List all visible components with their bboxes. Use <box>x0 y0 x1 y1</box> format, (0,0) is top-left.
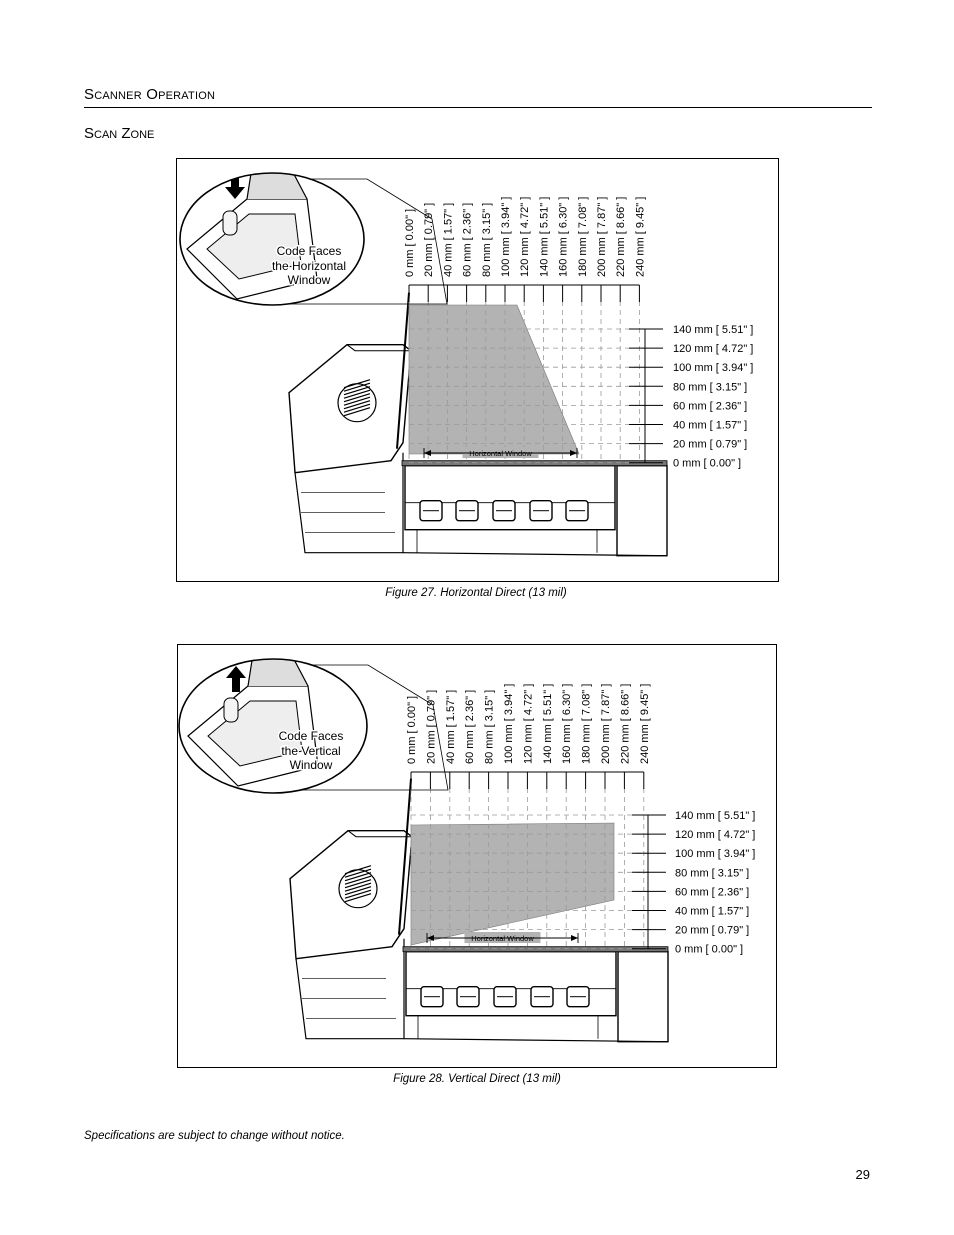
header-rule <box>84 107 872 108</box>
y-tick-label: 0 mm [ 0.00" ] <box>673 457 742 470</box>
x-tick-label: 0 mm [ 0.00" ] <box>404 208 416 277</box>
x-tick-label: 160 mm [ 6.30" ] <box>561 683 574 764</box>
inset-text-line: Window <box>287 273 331 287</box>
y-tick-label: 20 mm [ 0.79" ] <box>675 924 750 937</box>
x-axis <box>406 684 651 789</box>
x-axis <box>404 197 646 302</box>
x-tick-label: 20 mm [ 0.79" ] <box>425 689 438 764</box>
x-tick-label: 60 mm [ 2.36" ] <box>461 202 474 277</box>
x-tick-label: 20 mm [ 0.79" ] <box>423 202 436 277</box>
x-tick-label: 160 mm [ 6.30" ] <box>557 196 570 277</box>
figure-caption: Figure 28. Vertical Direct (13 mil) <box>393 1073 561 1085</box>
y-axis <box>629 324 753 470</box>
y-tick-label: 60 mm [ 2.36" ] <box>675 886 750 899</box>
x-tick-label: 200 mm [ 7.87" ] <box>600 683 612 764</box>
y-tick-label: 140 mm [ 5.51" ] <box>673 324 754 336</box>
figure-vertical-direct <box>177 644 777 1068</box>
scan-zone-diagram-2 <box>178 645 776 1067</box>
horizontal-window-label: Horizontal Window <box>471 934 534 943</box>
figure-horizontal-direct <box>176 158 779 582</box>
y-tick-label: 80 mm [ 3.15" ] <box>675 867 750 880</box>
section-title: Scanner Operation <box>84 86 216 103</box>
y-tick-label: 100 mm [ 3.94" ] <box>673 362 754 375</box>
y-axis <box>632 810 755 956</box>
inset-text-line: the Vertical <box>281 744 341 758</box>
y-tick-label: 80 mm [ 3.15" ] <box>673 381 748 394</box>
y-tick-label: 40 mm [ 1.57" ] <box>675 905 750 918</box>
y-tick-label: 120 mm [ 4.72" ] <box>675 829 756 842</box>
y-tick-label: 60 mm [ 2.36" ] <box>673 400 748 413</box>
x-tick-label: 40 mm [ 1.57" ] <box>444 689 457 764</box>
page-number: 29 <box>855 1167 870 1182</box>
x-tick-label: 140 mm [ 5.51" ] <box>541 683 554 764</box>
y-tick-label: 140 mm [ 5.51" ] <box>675 810 756 822</box>
x-tick-label: 40 mm [ 1.57" ] <box>442 202 455 277</box>
x-tick-label: 60 mm [ 2.36" ] <box>464 689 477 764</box>
inset-text-line: Code Faces <box>278 729 344 743</box>
subsection-title: Scan Zone <box>84 125 155 142</box>
x-tick-label: 220 mm [ 8.66" ] <box>619 683 632 764</box>
x-tick-label: 220 mm [ 8.66" ] <box>615 196 628 277</box>
scan-zone-diagram-1 <box>177 159 778 581</box>
y-tick-label: 100 mm [ 3.94" ] <box>675 848 756 861</box>
x-tick-label: 240 mm [ 9.45" ] <box>634 196 647 277</box>
y-tick-label: 0 mm [ 0.00" ] <box>675 943 744 956</box>
figure-caption: Figure 27. Horizontal Direct (13 mil) <box>385 587 567 599</box>
x-tick-label: 180 mm [ 7.08" ] <box>580 683 593 764</box>
x-tick-label: 200 mm [ 7.87" ] <box>596 196 608 277</box>
x-tick-label: 0 mm [ 0.00" ] <box>406 695 418 764</box>
specifications-note: Specifications are subject to change without notice. <box>84 1130 345 1142</box>
scan-zone-area <box>409 305 579 454</box>
x-tick-label: 100 mm [ 3.94" ] <box>503 683 515 764</box>
y-tick-label: 20 mm [ 0.79" ] <box>673 438 748 451</box>
inset-text-line: Window <box>289 758 333 772</box>
inset-text-line: Code Faces <box>276 244 342 258</box>
x-tick-label: 80 mm [ 3.15" ] <box>480 202 493 277</box>
x-tick-label: 140 mm [ 5.51" ] <box>538 196 551 277</box>
y-tick-label: 40 mm [ 1.57" ] <box>673 419 748 432</box>
x-tick-label: 100 mm [ 3.94" ] <box>500 196 512 277</box>
horizontal-window-label: Horizontal Window <box>469 449 532 458</box>
x-tick-label: 120 mm [ 4.72" ] <box>522 683 535 764</box>
x-tick-label: 240 mm [ 9.45" ] <box>638 683 651 764</box>
inset-text-line: the Horizontal <box>271 259 347 273</box>
x-tick-label: 80 mm [ 3.15" ] <box>483 689 496 764</box>
x-tick-label: 120 mm [ 4.72" ] <box>519 196 532 277</box>
scan-zone-area <box>411 823 614 945</box>
y-tick-label: 120 mm [ 4.72" ] <box>673 343 754 356</box>
x-tick-label: 180 mm [ 7.08" ] <box>576 196 589 277</box>
